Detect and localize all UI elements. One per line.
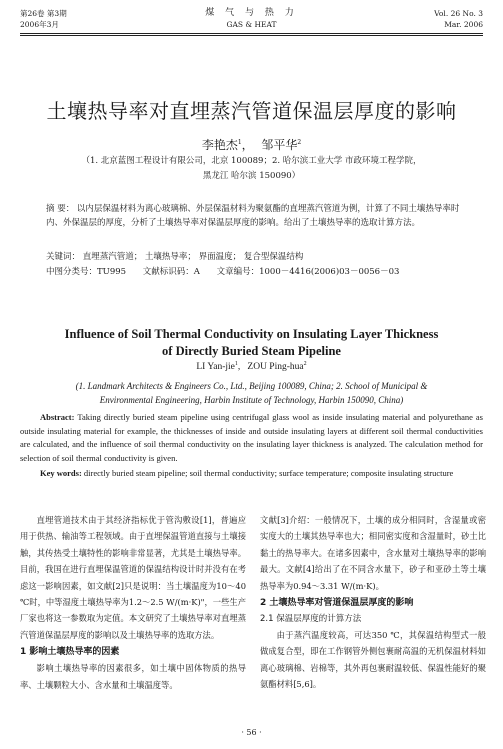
author-2-en-sup: 2 bbox=[303, 361, 307, 367]
header-date-cn: 2006年3月 bbox=[20, 20, 59, 29]
affiliation-cn-line2: 黑龙江 哈尔滨 150090） bbox=[202, 171, 301, 181]
authors-cn bbox=[0, 136, 503, 153]
title-cn: 土壤热导率对直埋蒸汽管道保温层厚度的影响 bbox=[46, 99, 457, 123]
abstract-en-label: Abstract: bbox=[40, 412, 75, 422]
abstract-en-text: Taking directly buried steam pipeline using centrifugal glass wool as inside insulating material and polyurethane as outside insulating material for example, the thicknesses of inside and outside insulating layers at different soil thermal conductivities are calculated, and the influence of soil thermal conductivity on the insulating layer thickness is analyzed. The calculation method for selection of soil thermal conductivity is given. bbox=[20, 412, 483, 463]
header-volume-en: Vol. 26 No. 3 bbox=[434, 9, 483, 18]
body-paragraph-sec21: 由于蒸汽温度较高，可达350 ℃，其保温结构型式一般做成复合型，即在工作钢管外侧包裹耐高温的无机保温材料如离心玻璃棉、岩棉等，其外再包裹耐温较低、保温性能好的聚氨酯材料[5,6]。 bbox=[260, 630, 486, 690]
keywords-en-label: Key words: bbox=[40, 468, 82, 478]
author-1-en-sup: 1 bbox=[234, 361, 238, 367]
section-1-heading: 1 影响土壤热导率的因素 bbox=[20, 647, 120, 658]
author-2-en: ZOU Ping-hua bbox=[247, 362, 304, 373]
body-paragraph-intro: 直埋管道技术由于其经济指标优于管沟敷设[1]，普遍应用于供热、输油等工程领域。由于直埋保温管道直接与土壤接触，其传热受土壤特性的影响非常显著，尤其是土壤热导率。目前，我国在进行直埋保温管道的保温结构设计时并没有在考虑这一影响因素，如文献[2]只是说明：当土壤温度为10～40 ℃时，中等湿度土壤热导率为1.2～2.5 W/(m·K)"，一些生产厂家也将这一参数取为定值。本文研究了土壤热导率对直埋蒸汽管道保温层厚度的影响以及土壤热导率的选取方法。 bbox=[20, 515, 246, 640]
body-paragraph-sec1-cont: 文献[3]介绍：一般情况下，土壤的成分相同时，含湿量或密实度大的土壤其热导率也大；相同密实度和含湿量时，砂土比黏土的热导率大。在诸多因素中，含水量对土壤热导率的影响最大。文献[4]给出了在不同含水量下，砂子和亚砂土等土壤热导率为0.94～3.31 W/(m·K)。 bbox=[260, 515, 486, 591]
header-date-en: Mar. 2006 bbox=[444, 20, 483, 29]
author-1-en: LI Yan-jie bbox=[196, 362, 235, 373]
meta-cn bbox=[46, 266, 413, 279]
author-2-cn: 邹平华 bbox=[261, 138, 298, 152]
header-rule-bottom bbox=[20, 35, 483, 36]
keywords-cn-label: 关键词： bbox=[46, 252, 81, 262]
affiliation-en-line1: (1. Landmark Architects & Engineers Co., Ltd., Beijing 100089, China; 2. School of Municipal & bbox=[75, 381, 428, 391]
affiliation-en-line2: Environmental Engineering, Harbin Institute of Technology, Harbin 150090, China) bbox=[99, 395, 404, 405]
body-right-column bbox=[260, 512, 486, 693]
clc-number: 中图分类号：TU995 bbox=[46, 267, 127, 277]
page-number: · 56 · bbox=[241, 728, 262, 737]
body-left-column bbox=[20, 512, 246, 693]
abstract-en bbox=[20, 411, 483, 465]
header-volume-cn: 第26卷 第3期 bbox=[20, 9, 67, 18]
affiliation-cn-line1: （1. 北京蓝图工程设计有限公司，北京 100089；2. 哈尔滨工业大学 市政环境工程学院， bbox=[81, 156, 422, 166]
keywords-en bbox=[20, 466, 483, 480]
header-journal-cn: 煤 气 与 热 力 bbox=[205, 8, 298, 18]
abstract-cn bbox=[46, 202, 460, 230]
abstract-cn-text: 以内层保温材料为离心玻璃棉、外层保温材料为聚氨酯的直埋蒸汽管道为例，计算了不同土壤热导率时内、外保温层的厚度，分析了土壤热导率对保温层厚度的影响。给出了土壤热导率的选取计算方法。 bbox=[46, 204, 460, 228]
title-en-line1: Influence of Soil Thermal Conductivity on Insulating Layer Thickness bbox=[64, 327, 439, 341]
keywords-en-text: directly buried steam pipeline; soil thermal conductivity; surface temperature; composite insulating structure bbox=[83, 468, 454, 478]
header-journal-en: GAS & HEAT bbox=[226, 20, 277, 29]
article-number: 文章编号：1000－4416(2006)03－0056－03 bbox=[216, 267, 400, 277]
section-2-1-heading: 2.1 保温层厚度的计算方法 bbox=[260, 614, 362, 625]
author-1-sup: 1 bbox=[237, 139, 242, 146]
section-2-heading: 2 土壤热导率对管道保温层厚度的影响 bbox=[260, 598, 414, 609]
keywords-cn bbox=[46, 251, 303, 264]
body-paragraph-sec1: 影响土壤热导率的因素很多，如土壤中固体物质的热导率、土壤颗粒大小、含水量和土壤温度等。 bbox=[20, 663, 246, 690]
keywords-cn-text: 直埋蒸汽管道； 土壤热导率； 界面温度； 复合型保温结构 bbox=[82, 252, 304, 262]
header-center bbox=[0, 8, 503, 30]
author-1-cn: 李艳杰 bbox=[201, 138, 238, 152]
title-en bbox=[0, 326, 503, 360]
header-right bbox=[434, 8, 483, 30]
author-separator: ， bbox=[241, 138, 254, 152]
doc-code: 文献标识码：A bbox=[142, 267, 200, 277]
author-2-sup: 2 bbox=[297, 139, 302, 146]
title-en-line2: of Directly Buried Steam Pipeline bbox=[162, 344, 341, 358]
header-rule-top bbox=[20, 33, 483, 34]
abstract-cn-label: 摘 要： bbox=[46, 204, 75, 214]
authors-en: LI Yan-jie$^1$, ZOU Ping-hua$^2$ bbox=[196, 361, 307, 373]
